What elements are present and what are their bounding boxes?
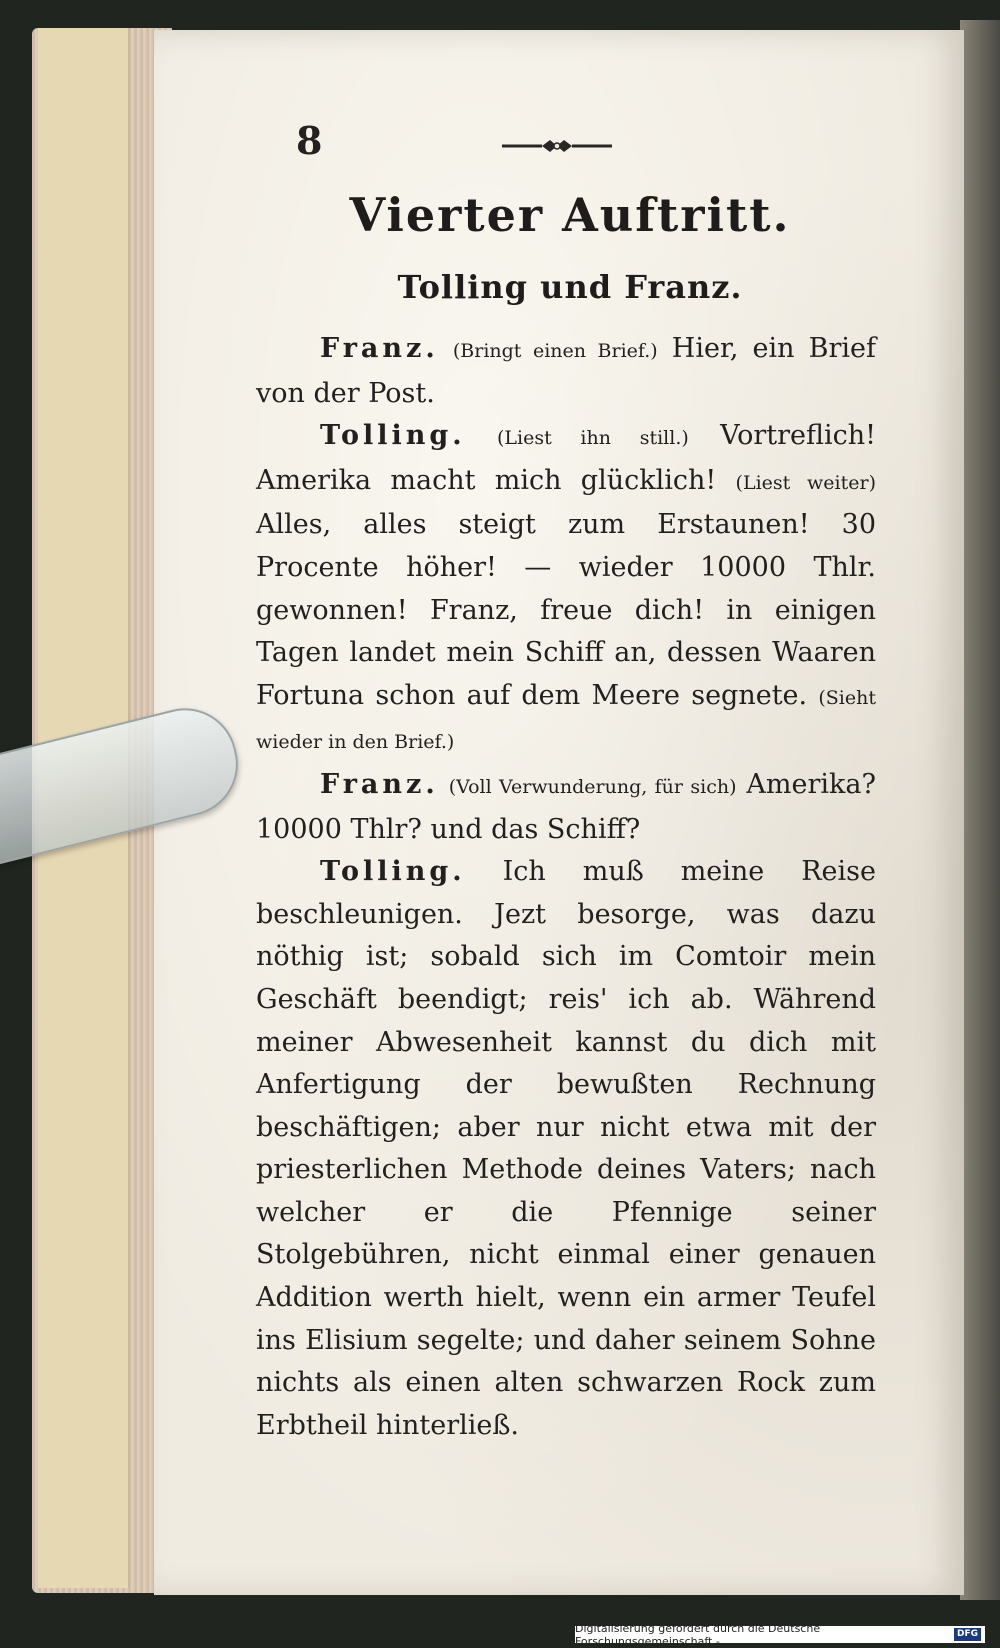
book-gutter	[960, 20, 1000, 1600]
dialogue-paragraph	[256, 851, 876, 1447]
speech-text: Alles, alles steigt zum Erstaunen! 30 Procente höher! — wieder 10000 Thlr. gewonnen! Franz, freue dich! in einigen Tagen landet mein Schiff an, dessen Waaren Fortuna schon auf dem Meere segnete.	[256, 509, 876, 711]
speaker-name: Franz.	[320, 768, 439, 800]
printer-ornament-icon	[502, 136, 612, 156]
dialogue-paragraph	[256, 328, 876, 415]
dialogue-paragraph	[256, 764, 876, 851]
speech-text: Ich muß meine Reise beschleunigen. Jezt besorge, was dazu nöthig ist; sobald sich im Comtoir mein Geschäft beendigt; reis' ich ab. Während meiner Abwesenheit kannst du dich mit Anfertigung der bewußten Rechnung beschäftigen; aber nur nicht etwa mit der priesterlichen Methode deines Vaters; nach welcher er die Pfennige seiner Stolgebühren, nicht einmal einer genauen Addition werth hielt, wenn ein armer Teufel ins Elisium segelte; und daher seinem Sohne nichts als einen alten schwarzen Rock zum Erbtheil hinterließ.	[256, 856, 876, 1441]
speaker-name: Tolling.	[320, 856, 466, 888]
speaker-name: Tolling.	[320, 420, 466, 452]
stage-direction: (Voll Verwunderung, für sich)	[448, 775, 737, 798]
speaker-name: Franz.	[320, 333, 439, 364]
stage-direction: (Liest ihn still.)	[496, 427, 689, 450]
scene-title: Vierter Auftritt.	[349, 188, 791, 242]
digitization-credit	[575, 1621, 985, 1648]
credit-text: Digitalisierung gefördert durch die Deutsche Forschungsgemeinschaft -	[575, 1621, 821, 1648]
dialogue-paragraph	[256, 415, 876, 764]
stage-direction: (Sieht wieder in den Brief.)	[256, 686, 876, 754]
page-number: 8	[296, 118, 323, 163]
speech-text: Amerika? 10000 Thlr? und das Schiff?	[256, 768, 876, 845]
speech-text: Hier, ein Brief von der Post.	[256, 333, 876, 409]
dialogue-text	[256, 328, 876, 1447]
stage-direction: (Bringt einen Brief.)	[452, 340, 658, 362]
cast-line: Tolling und Franz.	[397, 268, 743, 306]
speech-text: Vortreflich! Amerika macht mich glücklich!	[256, 420, 876, 496]
stage-direction: (Liest weiter)	[735, 471, 877, 494]
running-head	[296, 118, 626, 166]
dfg-logo-icon: DFG	[954, 1628, 981, 1641]
